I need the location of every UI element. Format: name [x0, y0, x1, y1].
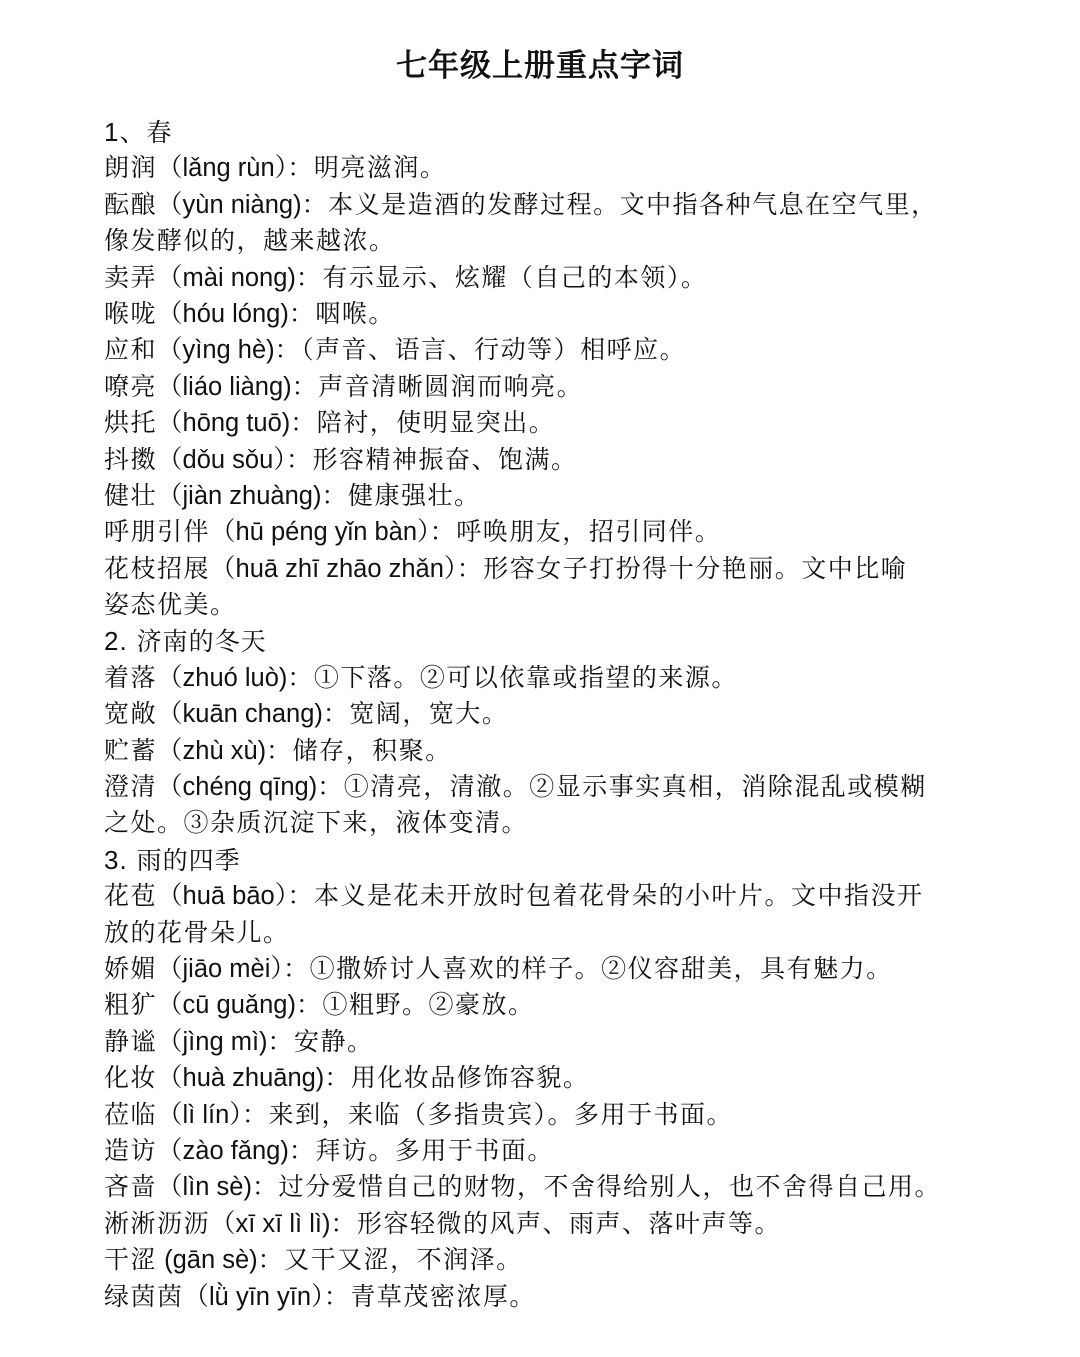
entry-word: 应和 [104, 335, 158, 365]
vocab-entry [104, 696, 1024, 732]
entry-word: 宽敞 [104, 699, 158, 729]
entry-pinyin: （hū péng yǐn bàn） [210, 518, 430, 547]
vocab-entry [104, 405, 1024, 441]
entry-definition: ：形容轻微的风声、雨声、落叶声等。 [330, 1208, 781, 1238]
entry-pinyin: （hōng tuō) [157, 409, 291, 438]
entry-definition: ：形容精神振奋、饱满。 [286, 444, 578, 474]
entry-definition: ：用化妆品修饰容貌。 [324, 1063, 590, 1093]
vocab-entry [104, 150, 1024, 186]
entry-pinyin: （jiāo mèi） [157, 954, 284, 983]
entry-definition: ：①粗野。②豪放。 [295, 990, 535, 1020]
vocab-entry [104, 187, 1024, 223]
entry-pinyin: （huā zhī zhāo zhǎn） [210, 554, 457, 583]
entry-pinyin: (gān sè) [157, 1246, 258, 1275]
entry-definition: ：有示显示、炫耀（自己的本领）。 [295, 262, 708, 292]
vocab-entry [104, 1024, 1024, 1060]
entry-word: 呼朋引伴 [104, 517, 211, 547]
entry-word: 着落 [104, 662, 158, 692]
entry-word: 粗犷 [104, 990, 158, 1020]
section-name: 济南的冬天 [136, 627, 267, 657]
entry-word: 澄清 [104, 772, 158, 802]
entry-definition: ：明亮滋润。 [287, 153, 447, 183]
entry-continuation: 之处。③杂质沉淀下来，液体变清。 [104, 808, 529, 838]
entry-definition: ：①下落。②可以依靠或指望的来源。 [287, 662, 738, 692]
entry-pinyin: （dǒu sǒu） [157, 445, 287, 474]
entry-pinyin: （jiàn zhuàng) [157, 481, 322, 510]
entry-word: 贮蓄 [104, 735, 158, 765]
vocab-entry [104, 478, 1024, 514]
entry-definition: ：呼唤朋友，招引同伴。 [429, 517, 722, 547]
entry-definition: ：形容女子打扮得十分艳丽。文中比喻 [456, 553, 908, 583]
document-title: 七年级上册重点字词 [396, 48, 684, 84]
entry-word: 嘹亮 [104, 371, 158, 401]
entry-continuation: 像发酵似的，越来越浓。 [104, 226, 396, 256]
entry-word: 喉咙 [104, 298, 158, 328]
entry-definition: ：①清亮，清澈。②显示事实真相，消除混乱或模糊 [317, 772, 927, 802]
entry-word: 酝酿 [104, 189, 158, 219]
vocab-entry [104, 987, 1024, 1023]
vocab-entry [104, 1242, 1024, 1278]
entry-pinyin: （chéng qīng) [157, 773, 318, 802]
section-number: 2. [104, 626, 128, 657]
entry-definition: ：本义是造酒的发酵过程。文中指各种气息在空气里， [301, 189, 938, 219]
vocab-entry [104, 369, 1024, 405]
document-content [104, 114, 1024, 1315]
entry-pinyin: （lì lín） [157, 1100, 243, 1129]
entry-word: 卖弄 [104, 262, 158, 292]
section-heading [104, 842, 1024, 878]
vocab-entry [104, 1206, 1024, 1242]
entry-continuation: 放的花骨朵儿。 [104, 917, 290, 947]
entry-definition: ：（声音、语言、行动等）相呼应。 [274, 335, 687, 365]
entry-definition: ：又干又涩，不润泽。 [257, 1245, 523, 1275]
entry-definition: ：拜访。多用于书面。 [288, 1135, 554, 1165]
entry-word: 抖擞 [104, 444, 158, 474]
entry-word: 朗润 [104, 153, 158, 183]
entry-definition: ：健康强壮。 [321, 480, 481, 510]
entry-continuation: 姿态优美。 [104, 590, 237, 620]
entry-pinyin: （liáo liàng) [157, 372, 292, 401]
section-heading [104, 623, 1024, 659]
entry-pinyin: （yìng hè) [157, 336, 275, 365]
entry-definition: ：①撒娇讨人喜欢的样子。②仪容甜美，具有魅力。 [283, 953, 893, 983]
entry-pinyin: （zhuó luò) [157, 663, 288, 692]
vocab-entry [104, 1097, 1024, 1133]
entry-word: 花枝招展 [104, 553, 211, 583]
vocab-entry [104, 296, 1024, 332]
entry-pinyin: （jìng mì) [157, 1027, 268, 1056]
section-heading [104, 114, 1024, 150]
entry-definition: ：咽喉。 [288, 298, 395, 328]
entry-definition: ：储存，积聚。 [266, 735, 452, 765]
entry-word: 造访 [104, 1135, 158, 1165]
entry-definition: ：宽阔，宽大。 [322, 699, 509, 729]
entry-word: 花苞 [104, 881, 158, 911]
entry-definition: ：陪衬，使明显突出。 [290, 408, 556, 438]
entry-word: 静谧 [104, 1026, 158, 1056]
entry-definition: ：来到，来临（多指贵宾）。多用于书面。 [242, 1099, 734, 1129]
section-name: 雨的四季 [136, 845, 241, 875]
vocab-entry [104, 1169, 1024, 1205]
entry-pinyin: （lǎng rùn） [157, 154, 288, 183]
vocab-entry [104, 1060, 1024, 1096]
entry-definition: ：声音清晰圆润而响亮。 [291, 371, 584, 401]
entry-pinyin: （lǜ yīn yīn） [183, 1282, 324, 1311]
entry-word: 干涩 [104, 1245, 158, 1275]
entry-pinyin: （zào fǎng) [157, 1136, 289, 1165]
vocab-entry [104, 769, 1024, 805]
entry-word: 吝啬 [104, 1172, 158, 1202]
vocab-entry [104, 551, 1024, 587]
entry-pinyin: （zhù xù) [157, 736, 267, 765]
entry-word: 绿茵茵 [104, 1281, 184, 1311]
vocab-entry [104, 514, 1024, 550]
entry-word: 烘托 [104, 408, 158, 438]
section-name: 春 [146, 118, 173, 147]
section-number: 3. [104, 844, 128, 875]
vocab-entry [104, 260, 1024, 296]
entry-definition: ：青草茂密浓厚。 [323, 1281, 536, 1311]
entry-pinyin: （hóu lóng) [157, 299, 289, 328]
vocab-entry [104, 878, 1024, 914]
entry-definition: ：安静。 [267, 1026, 374, 1056]
entry-pinyin: （lìn sè) [157, 1173, 252, 1202]
entry-word: 莅临 [104, 1099, 158, 1129]
section-number: 1、 [104, 117, 147, 147]
entry-pinyin: （mài nong) [157, 263, 296, 292]
entry-definition: ：过分爱惜自己的财物，不舍得给别人，也不舍得自己用。 [251, 1172, 941, 1202]
vocab-entry [104, 660, 1024, 696]
vocab-entry [104, 951, 1024, 987]
vocab-entry [104, 733, 1024, 769]
entry-pinyin: （huā bāo） [157, 882, 288, 911]
entry-pinyin: （kuān chang) [157, 700, 323, 729]
vocab-entry [104, 332, 1024, 368]
entry-definition: ：本义是花未开放时包着花骨朵的小叶片。文中指没开 [287, 881, 924, 911]
entry-word: 化妆 [104, 1063, 158, 1093]
entry-word: 淅淅沥沥 [104, 1208, 211, 1238]
entry-pinyin: （cū guǎng) [157, 991, 296, 1020]
vocab-entry [104, 442, 1024, 478]
entry-pinyin: （huà zhuāng) [157, 1064, 325, 1093]
entry-pinyin: （xī xī lì lì) [210, 1209, 331, 1238]
entry-pinyin: （yùn niàng) [157, 190, 302, 219]
entry-word: 健壮 [104, 480, 158, 510]
entry-word: 娇媚 [104, 953, 158, 983]
vocab-entry [104, 1279, 1024, 1315]
vocab-entry [104, 1133, 1024, 1169]
